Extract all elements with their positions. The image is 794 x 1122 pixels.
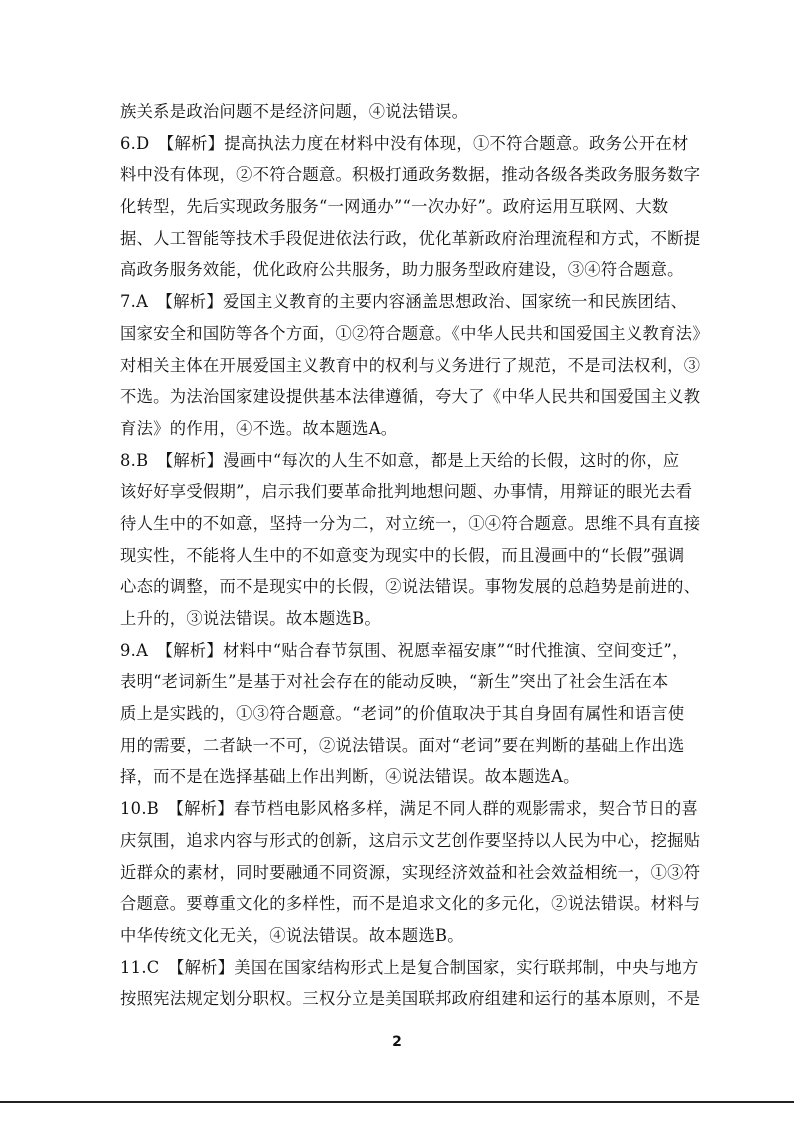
text-line: 心态的调整，而不是现实中的长假，②说法错误。事物发展的总趋势是前进的、 [120,577,701,597]
document-body [120,96,709,1015]
text-line: 不选。为法治国家建设提供基本法律遵循，夸大了《中华人民共和国爱国主义教 [120,387,701,407]
text-line: 合题意。要尊重文化的多样性，而不是追求文化的多元化，②说法错误。材料与 [120,894,701,914]
text-line: 高政务服务效能，优化政府公共服务，助力服务型政府建设，③④符合题意。 [120,260,684,280]
text-line: 10.B 【解析】春节档电影风格多样，满足不同人群的观影需求，契合节日的喜 [120,799,699,819]
text-line: 质上是实践的，①③符合题意。“老词”的价值取决于其自身固有属性和语言使 [120,704,685,724]
text-line: 8.B 【解析】漫画中“每次的人生不如意，都是上天给的长假，这时的你，应 [120,450,680,470]
text-line: 择，而不是在选择基础上作出判断，④说法错误。故本题选A。 [120,767,580,787]
text-line: 6.D 【解析】提高执法力度在材料中没有体现，①不符合题意。政务公开在材 [120,133,689,153]
text-line: 11.C 【解析】美国在国家结构形式上是复合制国家，实行联邦制，中央与地方 [120,957,699,977]
text-line: 9.A 【解析】材料中“贴合春节氛围、祝愿幸福安康”“时代推演、空间变迁”， [120,640,689,660]
text-line: 料中没有体现，②不符合题意。积极打通政务数据，推动各级各类政务服务数字 [120,165,701,185]
text-line: 育法》的作用，④不选。故本题选A。 [120,418,398,438]
text-line: 上升的，③说法错误。故本题选B。 [120,609,381,628]
text-line: 表明“老词新生”是基于对社会存在的能动反映，“新生”突出了社会生活在本 [120,672,669,692]
text-line: 族关系是政治问题不是经济问题，④说法错误。 [120,102,469,121]
text-line: 该好好享受假期”，启示我们要革命批判地想问题、办事情，用辩证的眼光去看 [120,482,693,502]
footer-divider [0,1101,794,1103]
text-line: 据、人工智能等技术手段促进依法行政，优化革新政府治理流程和方式，不断提 [120,228,701,248]
text-line: 用的需要，二者缺一不可，②说法错误。面对“老词”要在判断的基础上作出选 [120,735,685,755]
text-line: 现实性，不能将人生中的不如意变为现实中的长假，而且漫画中的“长假”强调 [120,545,685,565]
page-number: 2 [392,1034,402,1050]
text-line: 对相关主体在开展爱国主义教育中的权利与义务进行了规范，不是司法权利，③ [120,355,701,375]
text-line: 化转型，先后实现政务服务“一网通办”“一次办好”。政府运用互联网、大数 [120,197,669,217]
text-line: 7.A 【解析】爱国主义教育的主要内容涵盖思想政治、国家统一和民族团结、 [120,292,688,312]
text-line: 国家安全和国防等各个方面，①②符合题意。《中华人民共和国爱国主义教育法》 [120,323,709,343]
text-line: 庆氛围，追求内容与形式的创新，这启示文艺创作要坚持以人民为中心，挖掘贴 [120,830,701,850]
text-line: 按照宪法规定划分职权。三权分立是美国联邦政府组建和运行的基本原则，不是 [120,989,701,1009]
text-line: 中华传统文化无关，④说法错误。故本题选B。 [120,925,464,945]
text-line: 待人生中的不如意，坚持一分为二，对立统一，①④符合题意。思维不具有直接 [120,513,701,533]
text-line: 近群众的素材，同时要融通不同资源，实现经济效益和社会效益相统一，①③符 [120,862,701,882]
